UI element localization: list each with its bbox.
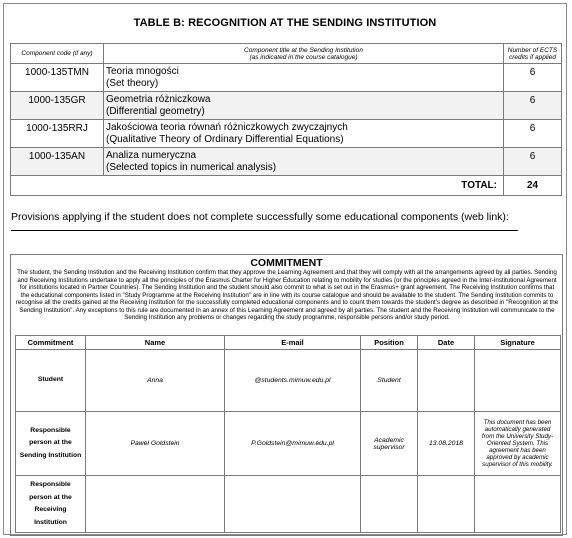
table-row (11, 64, 562, 92)
row-label-line: Responsible (30, 481, 71, 488)
component-credits: 6 (504, 120, 562, 148)
row-label-line: Institution (34, 518, 67, 526)
table-header-row (11, 44, 562, 64)
position-line: Academic (374, 436, 404, 444)
row-label-line: Sending Institution (19, 451, 82, 459)
signatures-table (15, 335, 561, 533)
signature-cell (475, 476, 561, 533)
person-name: Anna (86, 350, 225, 412)
total-row (11, 176, 562, 196)
component-title (104, 92, 504, 120)
header-position: Position (361, 336, 418, 350)
header-credits-line2: credits if applied (509, 53, 556, 61)
header-title-line1: Component title at the Sending Institution (244, 46, 363, 54)
component-code: 1000-135GR (11, 92, 104, 120)
component-title-polish: Teoria mnogości (106, 66, 179, 77)
sign-date (418, 476, 475, 533)
person-email: P.Goldstein@mimuw.edu.pl (225, 412, 361, 476)
table-row (11, 120, 562, 148)
signature-cell: This document has been automatically generated from the University Study-Oriented System. This agreement has been approved by academic supervisor of this mobility. (475, 412, 561, 476)
provisions-link-line[interactable] (11, 230, 518, 231)
person-position: Student (361, 350, 418, 412)
position-line: supervisor (373, 443, 405, 451)
signature-row-sending (16, 412, 561, 476)
commitment-section (10, 254, 563, 536)
component-title-polish: Analiza numeryczna (106, 150, 197, 161)
header-signature: Signature (475, 336, 561, 350)
component-code: 1000-135RRJ (11, 120, 104, 148)
signature-cell (475, 350, 561, 412)
signatures-header-row (16, 336, 561, 350)
person-position (361, 476, 418, 533)
document-page (3, 3, 567, 535)
person-name (86, 476, 225, 533)
component-title-english: (Set theory) (106, 78, 159, 89)
header-component-title (104, 44, 504, 64)
row-label-line: Receiving (34, 506, 67, 513)
header-email: E-mail (225, 336, 361, 350)
component-credits: 6 (504, 92, 562, 120)
row-label (16, 476, 86, 533)
component-code: 1000-135TMN (11, 64, 104, 92)
sign-date: 13.08.2018 (418, 412, 475, 476)
component-title (104, 64, 504, 92)
component-title (104, 148, 504, 176)
sign-date (418, 350, 475, 412)
row-label-line: person at the (29, 439, 72, 447)
header-ects-credits (504, 44, 562, 64)
total-label: TOTAL: (11, 176, 504, 196)
component-title-english: (Selected topics in numerical analysis) (106, 162, 277, 173)
signature-row-receiving (16, 476, 561, 533)
table-row (11, 148, 562, 176)
header-commitment: Commitment (16, 336, 86, 350)
person-email: @students.mimuw.edu.pl (225, 350, 361, 412)
person-position (361, 412, 418, 476)
row-label (16, 350, 86, 412)
component-credits: 6 (504, 148, 562, 176)
component-title-english: (Qualitative Theory of Ordinary Differential Equations) (106, 134, 344, 145)
header-credits-line1: Number of ECTS (507, 46, 558, 54)
component-credits: 6 (504, 64, 562, 92)
row-label-line: person at the (29, 493, 72, 501)
person-name: Paweł Goldstein (86, 412, 225, 476)
row-label-line: Responsible (30, 426, 71, 434)
person-email (225, 476, 361, 533)
total-value: 24 (504, 176, 562, 196)
commitment-title: COMMITMENT (250, 257, 323, 269)
header-component-code: Component code (if any) (11, 44, 104, 64)
recognition-table (10, 43, 562, 196)
component-code: 1000-135AN (11, 148, 104, 176)
component-title-polish: Geometria różniczkowa (106, 94, 211, 105)
signature-row-student (16, 350, 561, 412)
component-title-english: (Differential geometry) (106, 106, 205, 117)
header-title-line2: (as indicated in the course catalogue) (249, 53, 358, 61)
header-date: Date (418, 336, 475, 350)
table-b-title: TABLE B: RECOGNITION AT THE SENDING INSTITUTION (133, 17, 437, 29)
row-label-line: Student (37, 376, 64, 384)
commitment-text: The student, the Sending Institution and the Receiving Institution confirm that they approve the Learning Agreement and that they will comply with all the arrangements agreed by all parties. Sending and Receiving Institutions undertake to apply all the principles of the Erasmus Charter for Higher Education relating to mobility for studies (or the principles agreed in the Inter-Institutional Agreement for institutions located in Partner Countries). The Sending Institution and the student should also commit to what is set out in the Erasmus+ grant agreement. The Receiving Institution confirms that the educational components listed in "Study Programme at the Receiving Institution" are in line with its course catalogue and should be available to the student. The Sending Institution commits to recognise all the credits gained at the Receiving Institution for the successfully completed educational components and to count them towards the student's degree as described in "Recognition at the Sending Institution". Any exceptions to this rule are documented in an annex of this Learning Agreement and agreed by all parties. The student and the Receiving Institution will communicate to the Sending Institution any problems or changes regarding the study programme, responsible persons and/or study period. (15, 269, 559, 321)
header-name: Name (86, 336, 225, 350)
row-label (16, 412, 86, 476)
provisions-text: Provisions applying if the student does not complete successfully some educational components (web link): (11, 211, 509, 223)
component-title (104, 120, 504, 148)
table-row (11, 92, 562, 120)
component-title-polish: Jakościowa teoria równań różniczkowych zwyczajnych (106, 122, 348, 133)
